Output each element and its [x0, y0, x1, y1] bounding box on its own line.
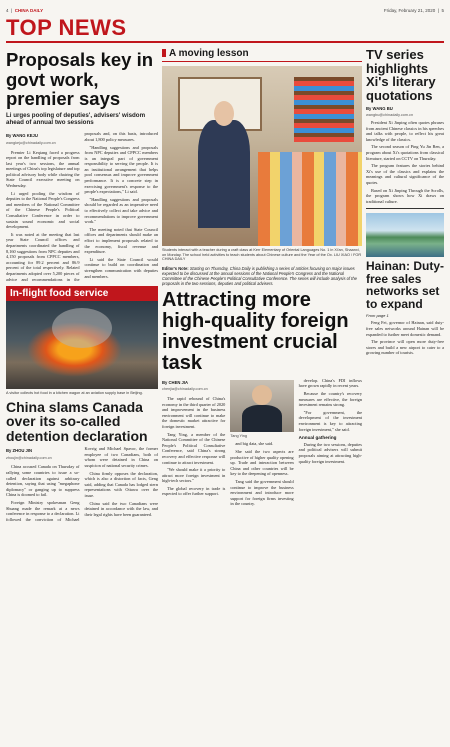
fdi-paragraph: "For government, the development of the investment environment is key to attracting foreign investment," she said. [298, 409, 362, 432]
in-flight-banner: In-flight food service [6, 286, 158, 301]
tv-series-email[interactable]: wangbu@chinadaily.com.cn [366, 113, 414, 117]
lead-paragraph: "Handling suggestions and proposals should be regarded as an imperative need to effectively collect and take advice and recommendations to improve government work." [84, 196, 158, 225]
right-column [366, 46, 444, 741]
fdi-paragraph: She said the two aspects are productive of higher quality opening up. Trade and interaction between China and other countries will be key to the deepening of openness. [230, 448, 294, 477]
tv-series-paragraph: President Xi Jinping often quotes phrases from ancient Chinese classics in his speeches and talks with people, to reflect his great knowledge of the classics. [366, 120, 444, 142]
moving-lesson-title: A moving lesson [169, 48, 249, 59]
issue-date: Friday, February 21, 2020 [383, 7, 436, 13]
canada-body [6, 446, 158, 522]
lead-paragraph: Li urged pooling the wisdom of deputies to the National People's Congress and members of the National Committee of the Chinese People's Political Consultative Conference in order to sustain sound economic and social development. [6, 190, 80, 230]
lead-subhead: Li urges pooling of deputies', advisers' wisdom ahead of annual two sessions [6, 111, 146, 126]
canada-headline[interactable]: China slams Canada over its so-called detention declaration [6, 398, 148, 444]
tv-series-byline: By WANG BU [366, 106, 393, 111]
canada-paragraph: China firmly opposes the declaration, which is also a distortion of facts, Geng said, adding that Canada has lodged stern representations with Ottawa over the issue. [84, 470, 158, 498]
fdi-paragraph: Because the country's recovery measures are effective, the foreign investment remains strong. [298, 390, 362, 408]
page-number: 4 [6, 7, 9, 13]
fdi-paragraph: The global recovery in trade is expected to offer further support. [162, 485, 226, 497]
fdi-paragraph: The rapid rebound of China's economy in the third quarter of 2020 and improvement in the business environment will continue to make the domestic market attractive for foreign investment. [162, 395, 226, 429]
editors-note [162, 266, 362, 286]
section-marker-icon [162, 49, 166, 57]
paper-name: CHINA DAILY [14, 7, 44, 13]
fdi-paragraph: develop. China's FDI inflows have grown rapidly in recent years. [298, 377, 362, 389]
hainan-body [366, 320, 444, 356]
middle-column [162, 46, 362, 741]
fdi-paragraph: Tang Ying, a member of the National Committee of the Chinese People's Political Consultative Conference, said China's strong recovery and effective response will continue to attract investment. [162, 431, 226, 465]
fdi-paragraph: and big data, she said. [235, 441, 274, 447]
divider [366, 208, 444, 209]
classroom-caption [162, 248, 362, 262]
students-figure [258, 152, 362, 246]
editors-note-text: Starting on Thursday, China Daily is publishing a series of articles focusing on major issues expected to be discussed at the annual sessions of the National People's Congress and the National Committee of the Chinese People's Political Consultative Conference. The series will include analysis of the proposals in the two sessions, deputies and political advisers. [162, 265, 357, 286]
lead-paragraph: "Handling suggestions and proposals from NPC deputies and CPPCC members is an integral part of government responsibility to serving the people. It is an institutional arrangement that helps pool consensus and improve government performance. It is a concrete step in exercising government's response to the people's expectations," Li said. [84, 144, 158, 195]
canada-email[interactable]: zhoujin@chinadaily.com.cn [6, 455, 52, 460]
tv-series-paragraph: Based on Xi Jinping Through the Scrolls, the program shows how Xi draws on traditional culture. [366, 187, 444, 204]
fdi-byline: By CHEN JIA [162, 379, 189, 385]
canada-paragraph: China accused Canada on Thursday of rallying some countries to issue a so-called declaration against arbitrary detention, saying that using "megaphone diplomacy" or ganging up to suppress China is doomed to fail. [6, 464, 80, 498]
teacher-figure [198, 120, 250, 228]
tv-series-paragraph: The second season of Ping Yu Jin Ren, a program about Xi's quotations from classical literature, started on CCTV on Thursday. [366, 144, 444, 161]
fdi-paragraph: "We should make it a priority to attract more foreign investment in high-tech sectors." [162, 467, 226, 484]
fdi-email[interactable]: chenjia@chinadaily.com.cn [162, 387, 208, 392]
lead-paragraph: It was noted at the meeting that last year State Council offices and departments coordinated the handling of 8,160 suggestions from NPC deputies and 4,150 proposals from CPPCC members, accounting for 89.2 percent and 86.9 percent of the total respectively. Related departments adopted over 5,200 pieces of advice and recommendations in the proposals and, on this basis, introduced about 1,800 policy measures. [6, 131, 158, 282]
fdi-column-3 [299, 378, 362, 509]
section-header [6, 15, 444, 43]
in-flight-photo[interactable] [6, 301, 158, 389]
fdi-column-1 [162, 378, 225, 509]
fdi-paragraph: During the two sessions, deputies and political advisers will submit proposals aiming at attracting high-quality foreign investment. [298, 441, 362, 464]
page-number-right: 5 [441, 7, 444, 13]
lead-body [6, 131, 158, 282]
tv-series-paragraph: The program features the stories behind Xi's use of the classics and explains the meanings and cultural significance of the quotes. [366, 163, 444, 185]
moving-lesson-header [162, 48, 362, 62]
bookshelf-shape [294, 77, 354, 142]
hainan-headline[interactable]: Hainan: Duty-free sales networks set to expand [366, 259, 444, 311]
left-column [6, 46, 158, 741]
from-page-label: From page 1 [366, 313, 389, 319]
hainan-paragraph: Feng Fei, governor of Hainan, said duty-free sales networks around Hainan will be expanded to further meet domestic demand. [366, 320, 444, 337]
lead-paragraph: Premier Li Keqiang faced a progress report on the handling of proposals from last year's two sessions, the annual meetings of China's top legislature and top political advisory body while chairing the State Council executive meeting on Wednesday. [6, 149, 80, 189]
in-flight-caption: A visitor collects hot food in a kitchen wagon at an aviation supply base in Beijing. [6, 391, 143, 396]
masthead-right: Friday, February 21, 2020 | 5 [383, 7, 444, 13]
classroom-photo[interactable] [162, 66, 362, 246]
canada-byline: By ZHOU JIN [6, 448, 33, 454]
tang-ying-portrait[interactable] [230, 380, 293, 432]
portrait-name: Tang Ying [230, 433, 248, 438]
canada-paragraph: China said the two Canadians were detained in accordance with the law, and their legal rights have been guaranteed. [84, 500, 158, 517]
steam-shape [52, 308, 112, 348]
lead-headline[interactable]: Proposals key in govt work, premier says [6, 49, 154, 109]
tv-series-body [366, 120, 444, 204]
fdi-subtitle: Annual gathering [298, 435, 337, 441]
hainan-photo[interactable] [366, 213, 444, 257]
classroom-caption-text: Students interact with a teacher during a craft class at Kerr Elementary of Oriental Languages No. 1 in Xi'an, Shaanxi, on Monday. The school held activities to teach students about Chinese culture and the Year of the Ox. [162, 248, 360, 257]
fdi-body [162, 378, 362, 509]
editors-note-label: Editor's Note: [162, 265, 189, 271]
lead-byline: By WANG KEJU [6, 133, 38, 139]
lead-paragraph: Li said the State Council would continue to build on coordination and strengthen communication with deputies and members. [84, 256, 158, 279]
fdi-paragraph: Tang said the government should continue to improve the business environment and introduce more support for foreign firms investing in the country. [230, 478, 294, 507]
hainan-paragraph: The province will open more duty-free stores and build a new airport to cater to a growing number of tourists. [366, 339, 444, 356]
portrait-suit-shape [242, 405, 283, 432]
masthead-left: 4 | CHINA DAILY [6, 7, 44, 13]
canada-paragraph: Foreign Ministry spokesman Geng Shuang made the remark at a news conference in response to a declaration. Li followed the conviction of Michael Kovrig and Michael Spavor, the former employee of two Canadians, both of whom were detained in China on suspicion of national security crimes. [6, 446, 158, 522]
lead-paragraph: The meeting noted that State Council offices and departments should make an effort to implement proposals related to the economy, fiscal revenue and expenditure. [84, 226, 158, 255]
portrait-head-shape [252, 385, 272, 405]
fdi-column-2 [230, 378, 293, 509]
photo-credit: LIU XIAO / FOR CHINA DAILY [162, 252, 362, 262]
lead-email[interactable]: wangkeju@chinadaily.com.cn [6, 140, 56, 145]
section-title: TOP NEWS [6, 15, 127, 40]
tv-series-headline[interactable]: TV series highlights Xi's literary quotations [366, 47, 436, 103]
fdi-headline[interactable]: Attracting more high-quality foreign investment crucial task [162, 288, 349, 374]
